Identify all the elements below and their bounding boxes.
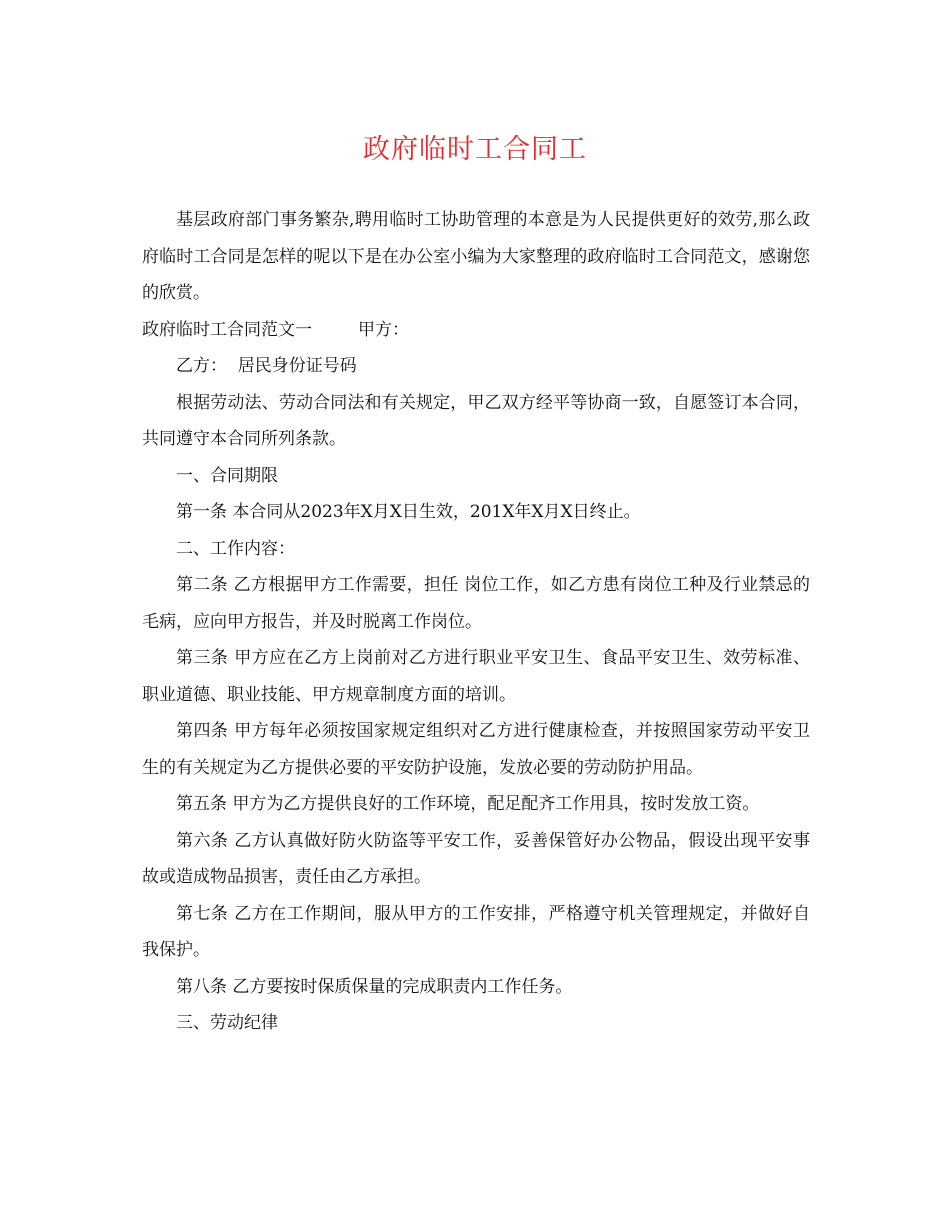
article-7: 第七条 乙方在工作期间，服从甲方的工作安排，严格遵守机关管理规定，并做好自我保护。 <box>142 903 810 960</box>
article-6: 第六条 乙方认真做好防火防盗等平安工作，妥善保管好办公物品，假设出现平安事故或造成物品损害，责任由乙方承担。 <box>142 830 810 887</box>
article-2: 第二条 乙方根据甲方工作需要，担任 岗位工作，如乙方患有岗位工种及行业禁忌的毛病，应向甲方报告，并及时脱离工作岗位。 <box>142 575 810 632</box>
article-3: 第三条 甲方应在乙方上岗前对乙方进行职业平安卫生、食品平安卫生、效劳标准、职业道德、职业技能、甲方规章制度方面的培训。 <box>142 648 810 705</box>
party-b-line: 乙方： 居民身份证号码 <box>176 356 357 376</box>
section-2-heading: 二、工作内容： <box>176 538 295 559</box>
preamble-paragraph: 根据劳动法、劳动合同法和有关规定，甲乙双方经平等协商一致，自愿签订本合同，共同遵守本合同所列条款。 <box>142 392 810 449</box>
sample-heading: 政府临时工合同范文一 <box>142 319 312 340</box>
sample-heading-line <box>142 312 810 349</box>
party-a-label: 甲方： <box>358 319 409 340</box>
section-3-heading: 三、劳动纪律 <box>176 1013 278 1033</box>
article-4: 第四条 甲方每年必须按国家规定组织对乙方进行健康检查，并按照国家劳动平安卫生的有关规定为乙方提供必要的平安防护设施，发放必要的劳动防护用品。 <box>142 721 810 778</box>
section-1-heading: 一、合同期限 <box>176 465 278 486</box>
intro-paragraph: 基层政府部门事务繁杂,聘用临时工协助管理的本意是为人民提供更好的效劳,那么政府临时工合同是怎样的呢以下是在办公室小编为大家整理的政府临时工合同范文，感谢您的欣赏。 <box>142 210 810 303</box>
article-5: 第五条 甲方为乙方提供良好的工作环境，配足配齐工作用具，按时发放工资。 <box>176 794 760 814</box>
article-1: 第一条 本合同从2023年X月X日生效，201X年X月X日终止。 <box>176 502 641 522</box>
document-body <box>142 202 810 1042</box>
article-8: 第八条 乙方要按时保质保量的完成职责内工作任务。 <box>176 976 573 997</box>
document-title: 政府临时工合同工 <box>363 134 587 165</box>
